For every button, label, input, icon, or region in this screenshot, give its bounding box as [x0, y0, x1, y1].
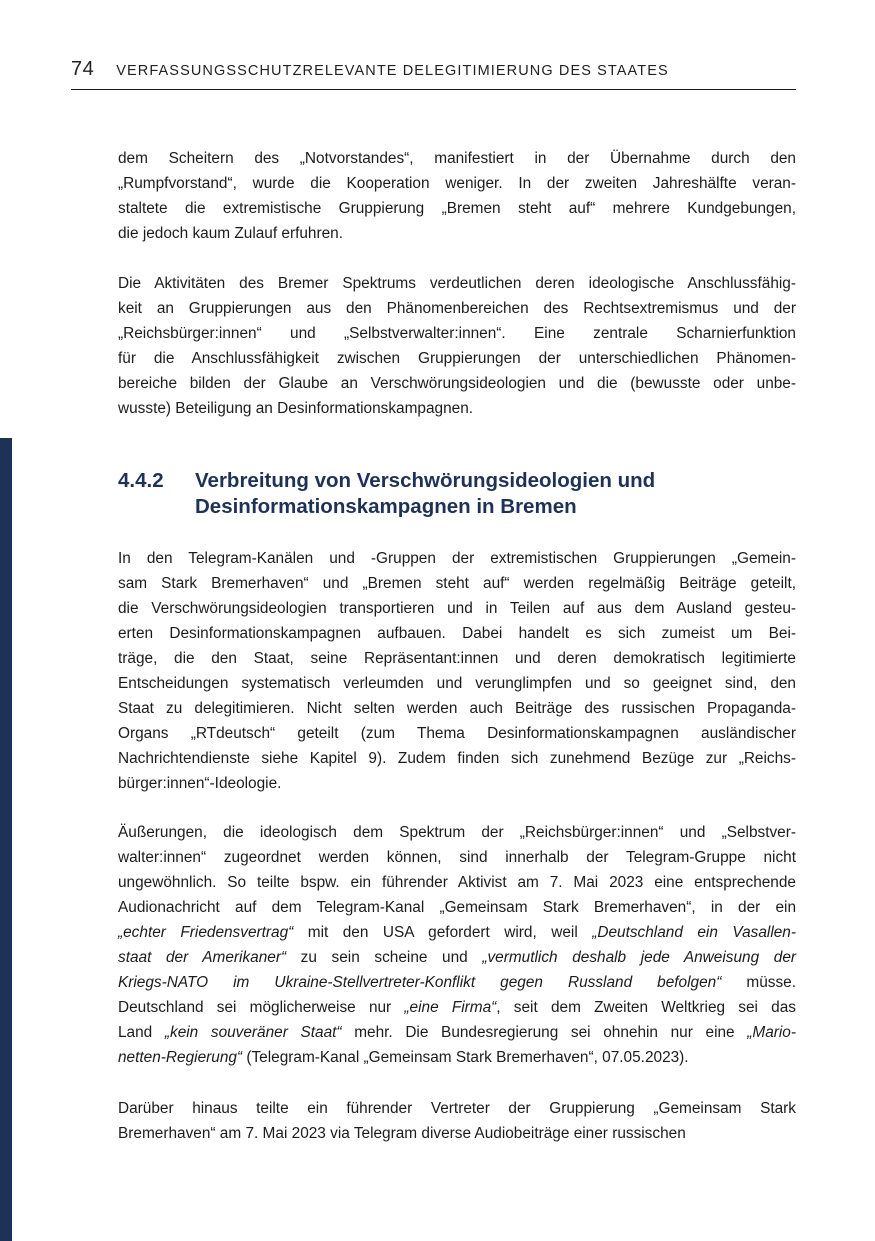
text-line: Nachrichtendienste siehe Kapitel 9). Zudem finden sich zunehmend Bezüge zur „Reichs- — [118, 750, 796, 767]
text-line: „Reichsbürger:innen“ und „Selbstverwalter:innen“. Eine zentrale Scharnierfunktion — [118, 325, 796, 342]
text-line — [118, 970, 796, 995]
text-line — [118, 920, 796, 945]
text-line: In den Telegram-Kanälen und -Gruppen der extremistischen Gruppierungen „Gemein- — [118, 550, 796, 567]
section-title — [195, 468, 795, 520]
quote-italic: „Mario- — [747, 1024, 796, 1041]
text-line: staltete die extremistische Gruppierung „Bremen steht auf“ mehrere Kundgebungen, — [118, 200, 796, 217]
quote-italic: „echter Friedensvertrag“ — [118, 924, 294, 941]
paragraph — [118, 1096, 796, 1146]
text-line: bürger:innen“-Ideologie. — [118, 775, 282, 792]
quote-italic: „Deutschland ein Vasallen- — [592, 924, 796, 941]
text-segment: , seit dem Zweiten Weltkrieg sei das — [496, 999, 796, 1016]
text-line — [118, 995, 796, 1020]
running-title: VERFASSUNGSSCHUTZRELEVANTE DELEGITIMIERUNG DES STAATES — [116, 63, 669, 79]
text-segment: Audionachricht auf dem Telegram-Kanal „Gemeinsam Stark Bremerhaven“, in der ein — [118, 899, 796, 916]
text-line: die Verschwörungsideologien transportieren und in Teilen auf aus dem Ausland gesteu- — [118, 600, 796, 617]
text-line: Organs „RTdeutsch“ geteilt (zum Thema Desinformationskampagnen ausländischer — [118, 725, 796, 742]
text-line: Darüber hinaus teilte ein führender Vertreter der Gruppierung „Gemeinsam Stark — [118, 1100, 796, 1117]
text-line: träge, die den Staat, seine Repräsentant:innen und deren demokratisch legitimierte — [118, 650, 796, 667]
text-line: für die Anschlussfähigkeit zwischen Gruppierungen der unterschiedlichen Phänomen- — [118, 350, 796, 367]
text-line — [118, 820, 796, 845]
text-segment: ungewöhnlich. So teilte bspw. ein führender Aktivist am 7. Mai 2023 eine entsprechende — [118, 874, 796, 891]
quote-italic: staat der Amerikaner“ — [118, 949, 287, 966]
text-line: erten Desinformationskampagnen aufbauen. Dabei handelt es sich zumeist um Bei- — [118, 625, 796, 642]
text-line: Staat zu delegitimieren. Nicht selten werden auch Beiträge des russischen Propaganda- — [118, 700, 796, 717]
text-line: keit an Gruppierungen aus den Phänomenbereichen des Rechtsextremismus und der — [118, 300, 796, 317]
text-segment: Äußerungen, die ideologisch dem Spektrum der „Reichsbürger:innen“ und „Selbstver- — [118, 824, 796, 841]
running-header — [71, 58, 796, 90]
text-line — [118, 945, 796, 970]
paragraph — [118, 546, 796, 796]
text-line — [118, 1045, 796, 1070]
paragraph — [118, 146, 796, 246]
text-segment: mehr. Die Bundesregierung sei ohnehin nur eine — [341, 1024, 748, 1041]
quote-italic: netten-Regierung“ — [118, 1049, 243, 1066]
paragraph — [118, 271, 796, 421]
text-segment: müsse. — [721, 974, 796, 991]
text-line — [118, 1020, 796, 1045]
text-segment: mit den USA gefordert wird, weil — [293, 924, 593, 941]
quote-italic: Kriegs-NATO im Ukraine-Stellvertreter-Konflikt gegen Russland befolgen“ — [118, 974, 722, 991]
text-line — [118, 895, 796, 920]
text-line: sam Stark Bremerhaven“ und „Bremen steht auf“ werden regelmäßig Beiträge geteilt, — [118, 575, 796, 592]
text-segment: Deutschland sei möglicherweise nur — [118, 999, 405, 1016]
text-line: bereiche bilden der Glaube an Verschwörungsideologien und die (bewusste oder unbe- — [118, 375, 796, 392]
quote-italic: „kein souveräner Staat“ — [164, 1024, 342, 1041]
section-number: 4.4.2 — [118, 469, 164, 492]
text-segment: Land — [118, 1024, 165, 1041]
quote-italic: „eine Firma“ — [404, 999, 497, 1016]
quote-italic: „vermutlich deshalb jede Anweisung der — [482, 949, 797, 966]
text-line: Entscheidungen systematisch verleumden und verunglimpfen und so geeignet sind, den — [118, 675, 796, 692]
section-title-line: Desinformationskampagnen in Bremen — [195, 495, 577, 518]
text-line — [118, 845, 796, 870]
text-line: die jedoch kaum Zulauf erfuhren. — [118, 225, 344, 242]
page-number: 74 — [71, 58, 95, 80]
left-margin-bar — [0, 438, 12, 1241]
text-line — [118, 870, 796, 895]
text-line: wusste) Beteiligung an Desinformationskampagnen. — [118, 400, 474, 417]
text-segment: zu sein scheine und — [286, 949, 483, 966]
text-line: dem Scheitern des „Notvorstandes“, manifestiert in der Übernahme durch den — [118, 150, 796, 167]
text-line: „Rumpfvorstand“, wurde die Kooperation weniger. In der zweiten Jahreshälfte veran- — [118, 175, 796, 192]
text-segment: (Telegram-Kanal „Gemeinsam Stark Bremerhaven“, 07.05.2023). — [242, 1049, 689, 1066]
text-line: Die Aktivitäten des Bremer Spektrums verdeutlichen deren ideologische Anschlussfähig- — [118, 275, 796, 292]
paragraph — [118, 820, 796, 1070]
section-title-line: Verbreitung von Verschwörungsideologien und — [195, 469, 656, 492]
text-segment: walter:innen“ zugeordnet werden können, sind innerhalb der Telegram-Gruppe nicht — [118, 849, 796, 866]
text-line: Bremerhaven“ am 7. Mai 2023 via Telegram diverse Audiobeiträge einer russischen — [118, 1125, 686, 1142]
